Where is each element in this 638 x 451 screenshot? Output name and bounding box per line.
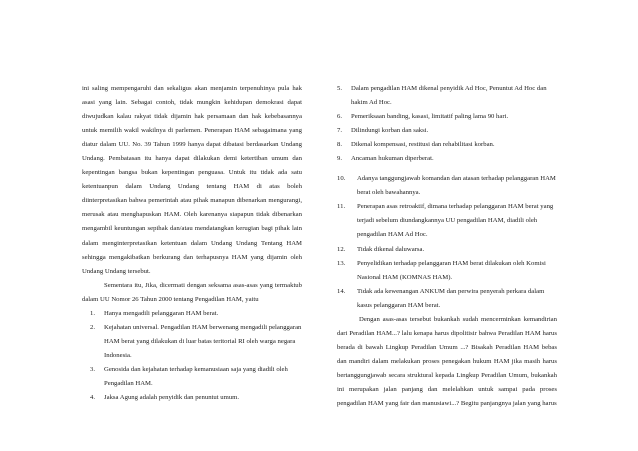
list-item	[337, 82, 557, 110]
list-text: Ancaman hukuman diperberat.	[351, 155, 434, 163]
left-column	[82, 82, 302, 405]
list-text: Hanya mengadili pelanggaran HAM berat.	[104, 309, 219, 317]
list-number: 3.	[90, 365, 96, 373]
list-number: 7.	[337, 127, 343, 135]
list-item	[337, 285, 557, 313]
list-text: Pemeriksaan banding, kasasi, limitatif paling lama 90 hari.	[351, 113, 509, 121]
list-text: Jaksa Agung adalah penyidik dan penuntut umum.	[104, 394, 240, 402]
list-item	[337, 110, 557, 124]
list-text: Penyelidikan terhadap pelanggaran HAM berat dilakukan oleh Komisi Nasional HAM (KOMNAS HAM).	[357, 259, 546, 281]
list-item	[90, 321, 302, 363]
list-text: Genosida dan kejahatan terhadap kemanusiaan saja yang diadili oleh Pengadilan HAM.	[104, 365, 288, 387]
list-text: Kejahatan universal. Pengadilan HAM berwenang mengadili pelanggaran HAM berat yang dilakukan di luar batas teritorial RI oleh warga negara Indonesia.	[104, 323, 302, 359]
list-item	[337, 200, 557, 242]
list-text: Tidak dikenal daluwarsa.	[357, 245, 425, 253]
list-number: 8.	[337, 141, 343, 149]
list-number: 9.	[337, 155, 343, 163]
list-number: 11.	[337, 203, 346, 211]
list-item	[337, 243, 557, 257]
principles-list-right-b	[337, 172, 557, 312]
list-number: 2.	[90, 323, 96, 331]
list-text: Tidak ada kewenangan ANKUM dan perwira penyerah perkara dalam kasus pelanggaran HAM berat.	[357, 287, 545, 309]
right-paragraph: Dengan asas-asas tersebut bukankah sudah mencerminkan kemandirian dari Peradilan HAM...? lalu kenapa harus dipolitisir bahwa Peradilan HAM harus berada di bawah Lingkup Peradilan Umum ...? Bisakah Peradilan HAM bebas dan mandiri dalam melakukan proses penegakan hukum HAM jika masih harus bertanggungjawab secara struktural kepada Lingkup Peradilan Umum, bukankah ini merupakan jalan panjang dan melelahkan untuk sampai pada proses pengadilan HAM yang fair dan manusiawi...? Begitu panjangnya jalan yang harus	[337, 315, 557, 408]
list-text: Adanya tanggungjawab komandan dan atasan terhadap pelanggaran HAM berat oleh bawahannya.	[357, 175, 556, 197]
list-item	[337, 124, 557, 138]
list-item	[337, 138, 557, 152]
list-item	[90, 363, 302, 391]
list-number: 4.	[90, 394, 96, 402]
right-column	[337, 82, 557, 411]
list-number: 12.	[337, 245, 346, 253]
list-text: Dikenal kompensasi, restitusi dan rehabilitasi korban.	[351, 141, 495, 149]
left-paragraph-1: ini saling mempengaruhi dan sekaligus akan menjamin terpenuhinya pula hak asasi yang lain. Sebagai contoh, tidak mungkin kehidupan demokrasi dapat diwujudkan kalau rakyat tidak dijamin hak persamaan dan hak kebebasannya untuk memilih wakil wakilnya di parlemen. Penerapan HAM sebagaimana yang diatur dalam UU. No. 39 Tahun 1999 hanya dapat dibatasi berdasarkan Undang Undang. Pembatasan itu hanya dapat dilakukan demi ketertiban umum dan kepentingan bangsa bukan kepentingan penguasa. Untuk itu tidak ada satu ketentuanpun dalam Undang Undang tentang HAM di atas boleh diinterpretasikan bahwa pemerintah atau pihak manapun dibenarkan mengurangi, merusak atau menghapuskan HAM. Oleh karenanya siapapun tidak dibenarkan mengambil keuntungan sepihak dan/atau mendatangkan kerugian bagi pihak lain dalam menginterpretasikan ketentuan dalam Undang Undang Tentang HAM sehingga mengakibatkan berkurang dan terhapusnya HAM yang dijamin oleh Undang Undang tersebut.	[82, 85, 302, 275]
list-item	[337, 172, 557, 200]
left-paragraph-2: Sementara itu, Jika, dicermati dengan seksama asas-asas yang termaktub dalam UU Nomor 26 Tahun 2000 tentang Pengadilan HAM, yaitu	[82, 281, 302, 303]
list-item	[337, 152, 557, 166]
list-number: 13.	[337, 259, 346, 267]
principles-list-right-a	[337, 82, 557, 166]
list-number: 6.	[337, 113, 343, 121]
list-text: Penerapan asas retroaktif, dimana terhadap pelanggaran HAM berat yang terjadi sebelum diundangkannya UU pengadilan HAM, diadili oleh pengadilan HAM Ad Hoc.	[357, 203, 554, 239]
list-text: Dilindungi korban dan saksi.	[351, 127, 429, 135]
list-text: Dalam pengadilan HAM dikenal penyidik Ad Hoc, Penuntut Ad Hoc dan hakim Ad Hoc.	[351, 85, 547, 107]
list-item	[337, 257, 557, 285]
list-item	[90, 391, 302, 405]
list-number: 14.	[337, 287, 346, 295]
list-item	[90, 307, 302, 321]
list-number: 1.	[90, 309, 96, 317]
list-number: 10.	[337, 175, 346, 183]
list-number: 5.	[337, 85, 343, 92]
principles-list-left	[82, 307, 302, 405]
